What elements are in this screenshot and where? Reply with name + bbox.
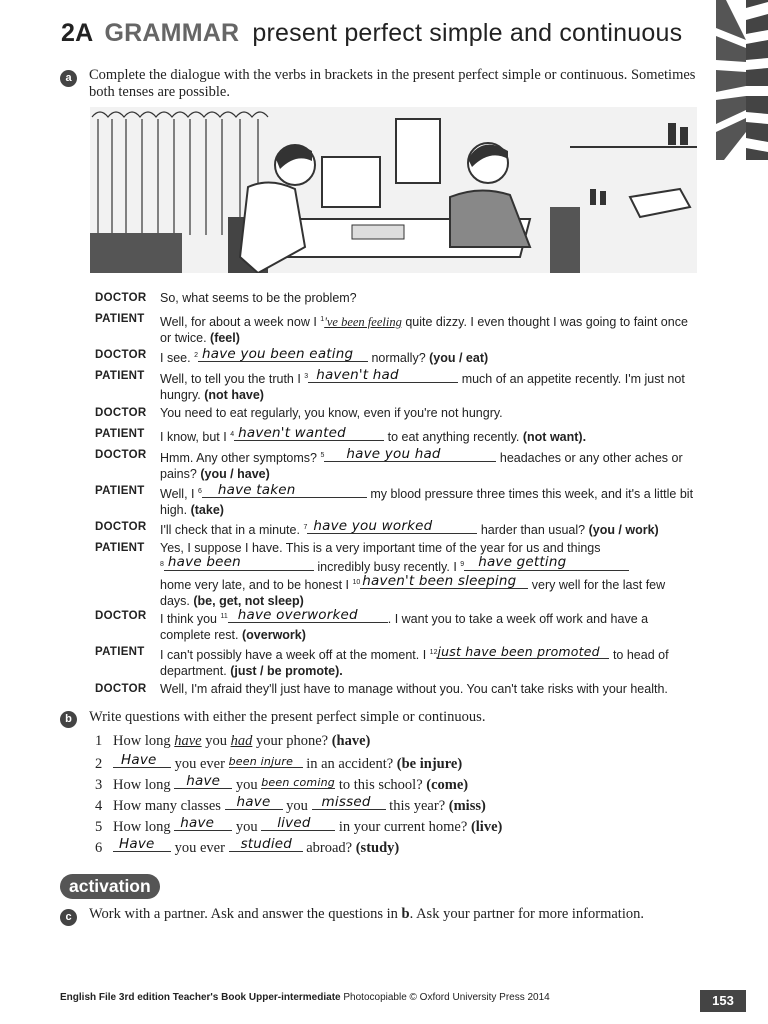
dialogue-text: harder than usual? [480, 523, 586, 538]
verb-prompt: (just / be promote). [230, 663, 343, 678]
question-text: How long [113, 819, 175, 835]
verb-prompt: (you / work) [588, 523, 659, 538]
handwritten-answer: have overworked [237, 606, 358, 623]
handwritten-answer: lived [277, 815, 311, 831]
verb-prompt: (be injure) [396, 756, 463, 772]
dialogue-text: I know, but I [160, 430, 227, 445]
handwritten-answer: just have been promoted [437, 643, 600, 659]
dialogue-line-5 [95, 406, 695, 422]
verb-prompt: (feel) [210, 330, 240, 345]
gap-number: 1 [320, 316, 325, 323]
dialogue-text: So, what seems to be the problem? [160, 291, 357, 305]
handwritten-answer: have taken [217, 481, 296, 498]
question-3 [95, 775, 468, 794]
question-text: you [232, 819, 262, 835]
question-1 [95, 733, 370, 750]
answer-blank[interactable] [174, 817, 232, 831]
question-text: you [201, 733, 231, 749]
speaker: DOCTOR [95, 683, 147, 695]
corner-stripes-decoration [716, 0, 768, 160]
handwritten-answer: missed [321, 794, 371, 810]
speaker: PATIENT [95, 542, 145, 554]
answer-blank[interactable] [228, 606, 388, 623]
speaker: PATIENT [95, 646, 145, 658]
verb-prompt: (study) [355, 840, 400, 856]
verb-prompt: (overwork) [242, 627, 306, 642]
handwritten-answer: have you been eating [201, 345, 354, 362]
dialogue-text: Well, I [160, 487, 195, 502]
handwritten-answer: Have [121, 752, 157, 768]
handwritten-answer: studied [240, 836, 293, 852]
gap-number: 4 [230, 431, 235, 438]
question-text: in an accident? [302, 756, 397, 772]
question-number: 6 [95, 840, 103, 856]
question-text: you ever [171, 840, 229, 856]
dialogue-text: Well, for about a week now I [160, 315, 317, 330]
copyright-text: Photocopiable © Oxford University Press 2014 [343, 992, 550, 1003]
footer-credit [60, 992, 550, 1003]
speaker: DOCTOR [95, 449, 147, 461]
exercise-c-instruction [89, 906, 649, 923]
exercise-a-instruction: Complete the dialogue with the verbs in brackets in the present perfect simple or continuous. Sometimes both tenses are possible. [89, 67, 696, 100]
question-number: 4 [95, 798, 103, 814]
answer-blank[interactable] [360, 572, 528, 589]
dialogue-text: I can't possibly have a week off at the moment. I [160, 648, 427, 663]
handwritten-answer: have [236, 794, 271, 810]
gap-number: 3 [304, 373, 309, 380]
dialogue-text: I'll check that in a minute. [160, 523, 300, 538]
gap-number: 10 [352, 579, 361, 587]
dialogue-text: Hmm. Any other symptoms? [160, 451, 317, 466]
gap-number: 12 [429, 649, 438, 656]
verb-prompt: (be, get, not sleep) [193, 593, 304, 608]
dialogue-text: headaches or any other aches or pains? [160, 451, 683, 481]
answer-blank[interactable] [307, 517, 477, 534]
dialogue-line-13 [95, 682, 695, 698]
answer-blank[interactable] [308, 366, 458, 383]
speaker: PATIENT [95, 370, 145, 382]
dialogue-line-12 [95, 645, 695, 677]
question-text: to this school? [335, 777, 427, 793]
dialogue-line-2 [95, 312, 695, 344]
handwritten-answer: haven't been sleeping [362, 572, 517, 589]
example-answer: 've been feeling [324, 315, 402, 330]
speaker: DOCTOR [95, 349, 147, 361]
page-title [61, 19, 682, 48]
gap-number: 11 [220, 613, 228, 620]
dialogue-text: incredibly busy recently. I [317, 559, 457, 574]
answer-blank[interactable] [202, 481, 367, 498]
verb-prompt: (take) [190, 502, 224, 517]
question-number: 3 [95, 777, 103, 793]
answer-blank[interactable] [261, 775, 335, 789]
handwritten-answer: have you had [346, 445, 441, 462]
exercise-b-instruction: Write questions with either the present perfect simple or continuous. [89, 709, 486, 725]
example-answer: had [230, 733, 253, 749]
answer-blank[interactable] [113, 754, 171, 768]
answer-blank[interactable] [324, 445, 496, 462]
question-text: How many classes [113, 798, 225, 814]
answer-blank[interactable] [234, 424, 384, 441]
handwritten-answer: have [180, 815, 215, 831]
verb-prompt: (not want). [522, 430, 587, 445]
answer-blank[interactable] [464, 554, 629, 571]
dialogue-line-1 [95, 291, 695, 307]
answer-blank[interactable] [312, 796, 386, 810]
dialogue-text: Well, I'm afraid they'll just have to manage without you. You can't take risks with your health. [160, 682, 668, 696]
unit-number: 2A [61, 19, 94, 47]
exercise-b-bullet: b [60, 711, 77, 728]
topic-title: present perfect simple and continuous [252, 19, 683, 47]
handwritten-answer: haven't had [316, 366, 399, 383]
verb-prompt: (not have) [204, 387, 264, 402]
handwritten-answer: have getting [478, 554, 567, 571]
dialogue-line-9 [95, 517, 695, 538]
dialogue-line-6 [95, 424, 695, 445]
verb-prompt: (have) [331, 733, 371, 749]
question-text: you [282, 798, 312, 814]
answer-blank[interactable] [174, 775, 232, 789]
dialogue-text: very well for the last few days. [160, 578, 666, 608]
speaker: PATIENT [95, 313, 145, 325]
question-6 [95, 838, 399, 857]
dialogue-text: normally? [371, 351, 426, 366]
question-2 [95, 754, 462, 773]
question-number: 5 [95, 819, 103, 835]
dialogue-text: to eat anything recently. [387, 430, 520, 445]
answer-blank[interactable] [164, 554, 314, 571]
handwritten-answer: have [186, 773, 221, 789]
verb-prompt: (come) [426, 777, 469, 793]
speaker: PATIENT [95, 428, 145, 440]
instruction-bold: b [401, 906, 410, 922]
speaker: DOCTOR [95, 521, 147, 533]
question-text: abroad? [302, 840, 356, 856]
verb-prompt: (live) [470, 819, 503, 835]
exercise-c-bullet: c [60, 909, 77, 926]
speaker: PATIENT [95, 485, 145, 497]
handwritten-answer: have been [167, 554, 241, 571]
instruction-text: Work with a partner. Ask and answer the questions in [89, 906, 402, 922]
question-text: How long [113, 777, 175, 793]
answer-blank[interactable] [113, 838, 171, 852]
gap-number: 9 [460, 560, 465, 568]
answer-blank[interactable] [229, 838, 303, 852]
gap-number: 7 [303, 524, 308, 531]
question-text: you ever [171, 756, 229, 772]
example-answer: have [174, 733, 202, 749]
gap-number: 5 [320, 452, 325, 459]
dialogue-line-4 [95, 366, 695, 402]
dialogue-line-8 [95, 481, 695, 517]
dialogue-line-11 [95, 606, 695, 642]
doctor-patient-illustration [90, 107, 697, 273]
handwritten-answer: have you worked [313, 517, 433, 534]
speaker: DOCTOR [95, 610, 147, 622]
answer-blank[interactable] [437, 645, 609, 659]
dialogue-text: I see. [160, 351, 191, 366]
answer-blank[interactable] [225, 796, 283, 810]
answer-blank[interactable] [198, 345, 368, 362]
question-number: 1 [95, 733, 103, 749]
question-text: in your current home? [335, 819, 471, 835]
gap-number: 8 [160, 560, 164, 568]
answer-blank[interactable] [229, 754, 303, 768]
handwritten-answer: Have [119, 836, 155, 852]
activation-heading: activation [60, 874, 160, 899]
question-number: 2 [95, 756, 103, 772]
dialogue-text: to head of department. [160, 648, 669, 678]
handwritten-answer: been coming [261, 776, 335, 789]
dialogue-text: Yes, I suppose I have. This is a very important time of the year for us and things [160, 541, 601, 555]
verb-prompt: (you / have) [200, 466, 270, 481]
question-text: this year? [385, 798, 449, 814]
speaker: DOCTOR [95, 407, 147, 419]
instruction-text: . Ask your partner for more information. [409, 906, 644, 922]
gap-number: 6 [197, 488, 202, 495]
question-text: How long [113, 733, 175, 749]
question-text: you [232, 777, 262, 793]
question-text: your phone? [252, 733, 332, 749]
handwritten-answer: haven't wanted [238, 424, 346, 441]
gap-number: 2 [194, 352, 198, 359]
verb-prompt: (you / eat) [429, 351, 489, 366]
dialogue-line-10 [95, 541, 695, 608]
page-number: 153 [700, 990, 746, 1012]
dialogue-text: I think you [160, 612, 217, 627]
dialogue-line-3 [95, 345, 695, 366]
dialogue-text: You need to eat regularly, you know, even if you're not hungry. [160, 406, 503, 420]
question-4 [95, 796, 486, 815]
verb-prompt: (miss) [448, 798, 486, 814]
speaker: DOCTOR [95, 292, 147, 304]
handwritten-answer: been injure [228, 755, 294, 768]
dialogue-text: Well, to tell you the truth I [160, 372, 301, 387]
book-title: English File 3rd edition Teacher's Book Upper-intermediate [60, 992, 341, 1003]
dialogue-text: much of an appetite recently. I'm just not hungry. [160, 372, 685, 402]
dialogue-text: . I want you to take a week off work and have a complete rest. [160, 612, 649, 642]
section-label: GRAMMAR [104, 19, 240, 47]
dialogue-text: home very late, and to be honest I [160, 578, 350, 593]
answer-blank[interactable] [261, 817, 335, 831]
dialogue-text: quite dizzy. I even thought I was going to faint once or twice. [160, 315, 688, 345]
dialogue-text: my blood pressure three times this week, and it's a little bit high. [160, 487, 694, 517]
question-5 [95, 817, 502, 836]
exercise-a-bullet: a [60, 70, 77, 87]
dialogue-line-7 [95, 445, 695, 481]
